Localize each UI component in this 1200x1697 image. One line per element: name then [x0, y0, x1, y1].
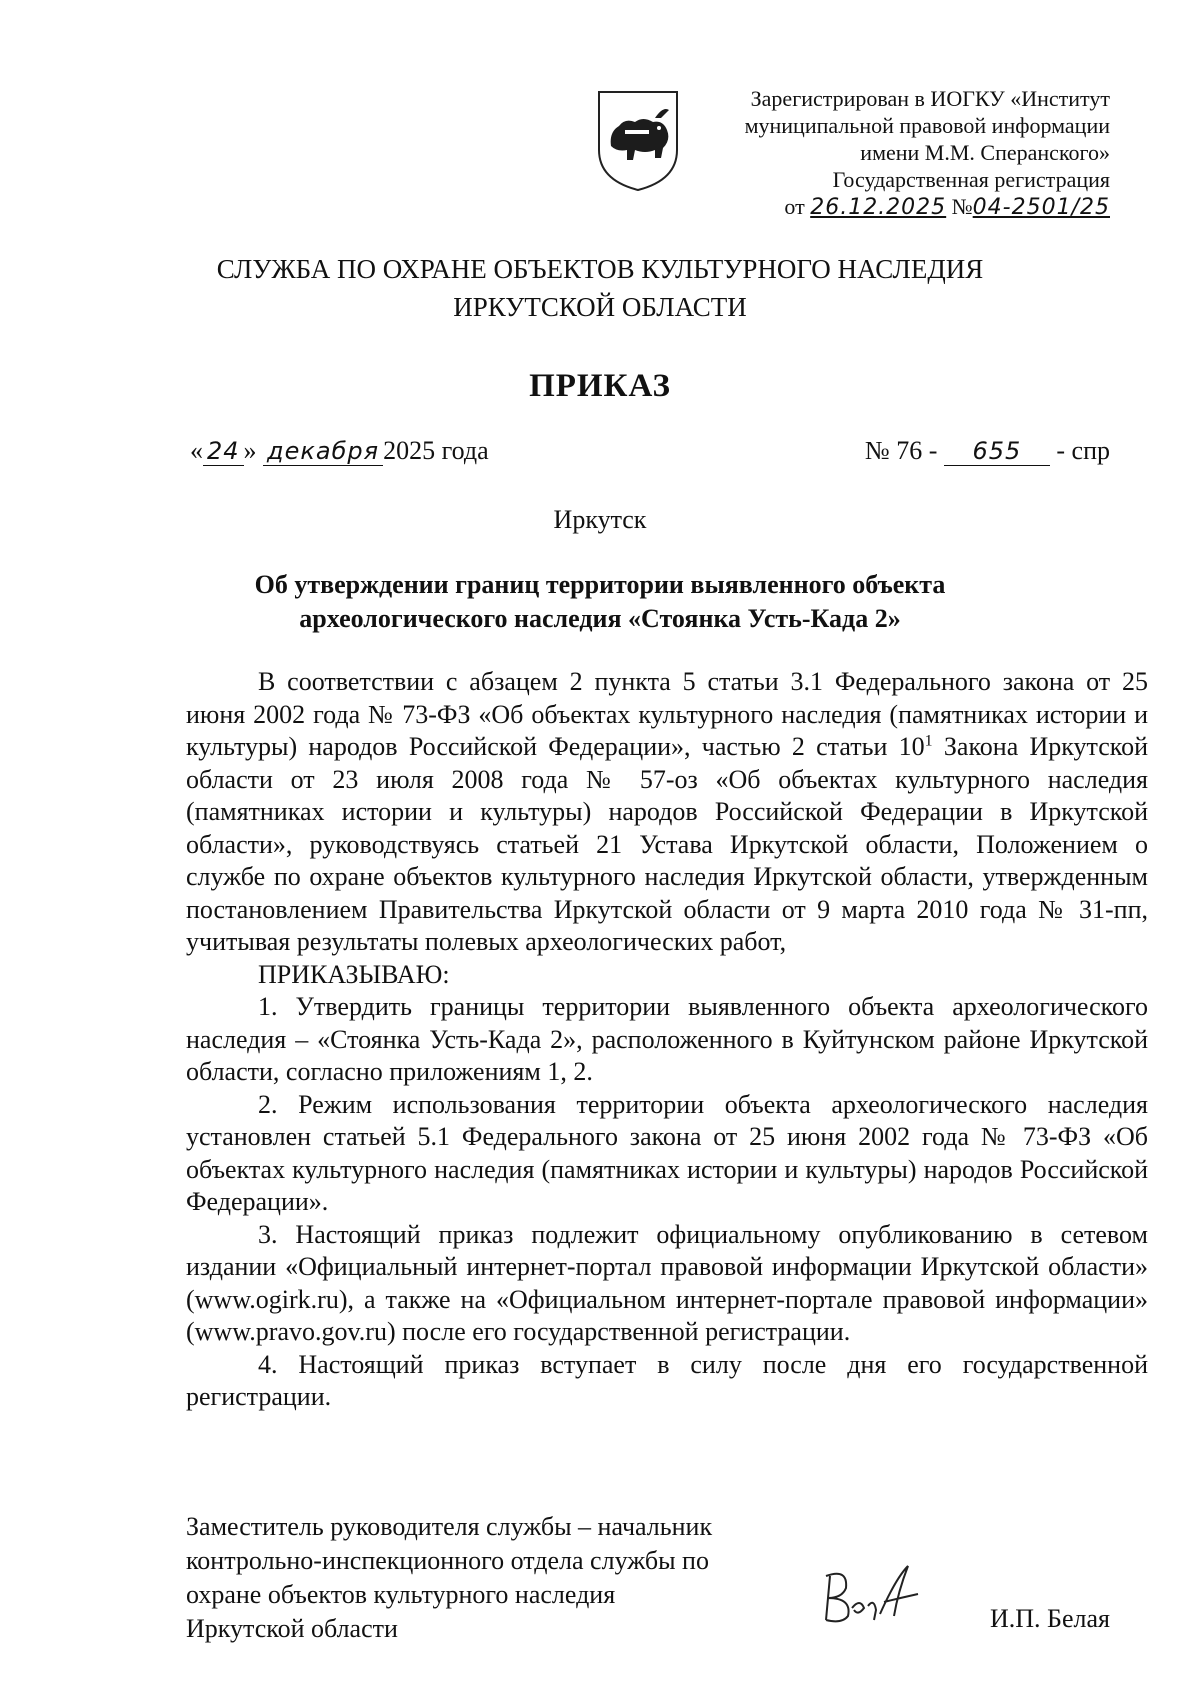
order-number-prefix: № 76 -: [864, 436, 938, 465]
order-body: [186, 666, 1148, 1414]
order-number-suffix: - спр: [1056, 436, 1110, 465]
registration-number: 04-2501/25: [972, 195, 1110, 220]
date-year: 2025 года: [383, 436, 489, 465]
registration-line-3: имени М.М. Сперанского»: [860, 140, 1110, 165]
registration-number-prefix: №: [951, 194, 973, 219]
position-line-4: Иркутской области: [186, 1614, 398, 1643]
subject-line-1: Об утверждении границ территории выявленного объекта: [254, 570, 946, 599]
position-line-1: Заместитель руководителя службы – начальник: [186, 1512, 713, 1541]
order-number: [865, 436, 1110, 466]
position-line-2: контрольно-инспекционного отдела службы по: [186, 1546, 709, 1575]
order-item-3: 3. Настоящий приказ подлежит официальному опубликованию в сетевом издании «Официальный интернет-портал правовой информации Иркутской области» (www.ogirk.ru), а также на «Официальном интернет-портале правовой информации» (www.pravo.gov.ru) после его государственной регистрации.: [186, 1219, 1148, 1346]
signatory-name: И.П. Белая: [990, 1604, 1110, 1633]
preamble-part-1: В соответствии с абзацем 2 пункта 5 статьи 3.1 Федерального закона от 25 июня 2002 года № 73-ФЗ «Об объектах культурного наследия (памятниках истории и культуры) народов Российской Федерации», частью 2 статьи 10: [186, 667, 1148, 761]
registration-date-line: [690, 193, 1110, 221]
order-number-value: 655: [944, 437, 1050, 466]
registration-date-prefix: от: [784, 194, 805, 219]
order-subject: [0, 568, 1200, 636]
order-item-1: 1. Утвердить границы территории выявленного объекта археологического наследия – «Стоянка Усть-Када 2», расположенного в Куйтунском районе Иркутской области, согласно приложениям 1, 2.: [186, 992, 1148, 1086]
registration-line-4: Государственная регистрация: [832, 167, 1110, 192]
order-item-4: 4. Настоящий приказ вступает в силу после дня его государственной регистрации.: [186, 1349, 1148, 1411]
date-close-quote: »: [243, 436, 257, 465]
coat-of-arms-icon: [595, 88, 681, 194]
date-day: 24: [203, 437, 244, 466]
subject-line-2: археологического наследия «Стоянка Усть-Када 2»: [299, 604, 901, 633]
registration-line-2: муниципальной правовой информации: [744, 113, 1110, 138]
preamble-part-2: Закона Иркутской области от 23 июля 2008 года № 57-оз «Об объектах культурного наследия (памятниках истории и культуры) народов Российской Федерации в Иркутской области», руководствуясь статьей 21 Устава Иркутской области, Положением о службе по охране объектов культурного наследия Иркутской области, утвержденным постановлением Правительства Иркутской области от 9 марта 2010 года № 31-пп, учитывая результаты полевых археологических работ,: [186, 732, 1148, 956]
city: Иркутск: [553, 505, 647, 534]
order-item-2: 2. Режим использования территории объекта археологического наследия установлен статьей 5.1 Федерального закона от 25 июня 2002 года № 73-ФЗ «Об объектах культурного наследия (памятниках истории и культуры) народов Российской Федерации».: [186, 1089, 1148, 1216]
preamble-superscript: 1: [924, 732, 933, 750]
registration-line-1: Зарегистрирован в ИОГКУ «Институт: [750, 86, 1110, 111]
handwritten-signature-icon: [818, 1558, 928, 1638]
date-month: декабря: [263, 437, 383, 466]
position-line-3: охране объектов культурного наследия: [186, 1580, 616, 1609]
organization-line-1: СЛУЖБА ПО ОХРАНЕ ОБЪЕКТОВ КУЛЬТУРНОГО НАСЛЕДИЯ: [216, 254, 984, 284]
order-word: ПРИКАЗЫВАЮ:: [258, 959, 450, 989]
order-date: [190, 436, 489, 466]
registration-stamp: [690, 85, 1110, 221]
registration-date: 26.12.2025: [810, 195, 947, 220]
signatory-position: [186, 1510, 712, 1646]
document-title: ПРИКАЗ: [529, 368, 671, 404]
date-open-quote: «: [190, 436, 203, 465]
organization-header: [0, 250, 1200, 326]
organization-line-2: ИРКУТСКОЙ ОБЛАСТИ: [453, 292, 747, 322]
preamble: [186, 666, 1148, 959]
